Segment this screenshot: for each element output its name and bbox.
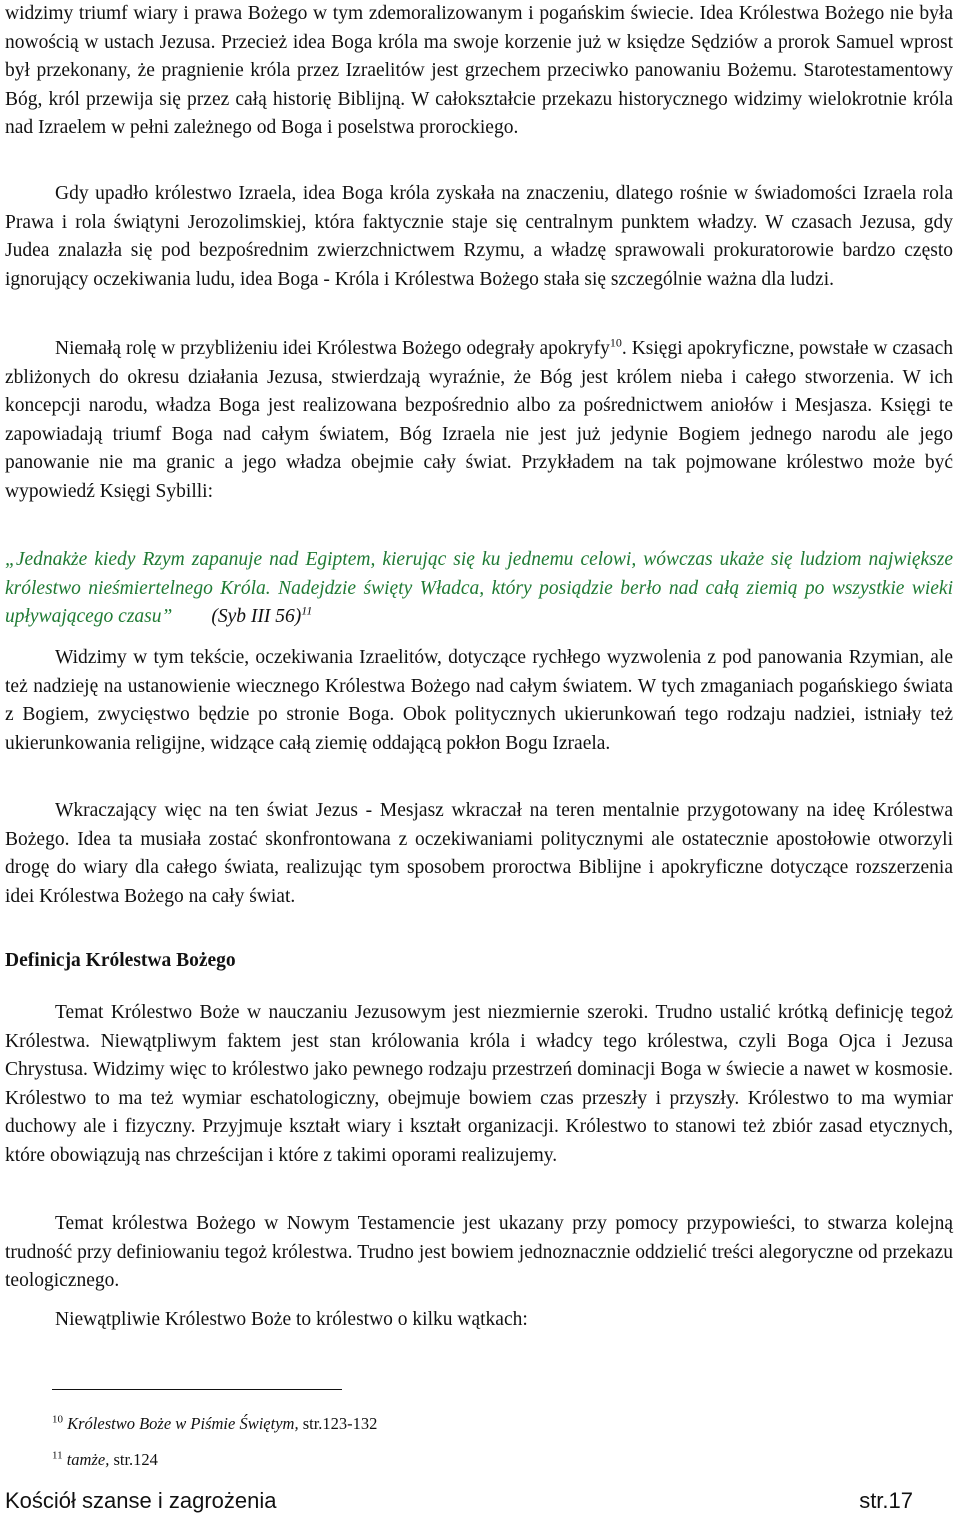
- quote-text-block: [5, 546, 953, 632]
- footnote-ref-11[interactable]: 11: [301, 603, 313, 618]
- footnote-10-pages: str.123-132: [298, 1414, 378, 1433]
- paragraph-3-start: Niemałą rolę w przybliżeniu idei Królestwa Bożego odegrały apokryfy: [55, 338, 610, 359]
- sibyl-quote: [5, 546, 953, 632]
- footnote-10-title: Królestwo Boże w Piśmie Świętym,: [67, 1414, 299, 1433]
- paragraph-6-text: Temat Królestwo Boże w nauczaniu Jezusowym jest niezmiernie szeroki. Trudno ustalić krótką definicję tegoż Królestwa. Niewątpliwym faktem jest stan królowania króla i władcy tego królestwa, czyli Boga Ojca i Jezusa Chrystusa. Widzimy więc to królestwo jako pewnego rodzaju przestrzeń dominacji Boga w świecie a nawet w kosmosie. Królestwo to ma też wymiar eschatologiczny, obejmuje bowiem czas przeszły i przyszły. Królestwo to ma wymiar duchowy ale i fizyczny. Przyjmuje kształt wiary i kształt organizacji. Królestwo to stanowi też zbiór zasad etycznych, które obowiązują nas chrześcijan i które z takimi oporami realizujemy.: [5, 1002, 953, 1166]
- paragraph-7-text: Temat królestwa Bożego w Nowym Testamencie jest ukazany przy pomocy przypowieści, to stwarza kolejną trudność przy definiowaniu tegoż królestwa. Trudno jest bowiem jednoznacznie oddzielić treści alegoryczne od przekazu teologicznego.: [5, 1213, 953, 1291]
- paragraph-3-text: [5, 335, 953, 506]
- footnote-11-number: 11: [52, 1449, 63, 1462]
- page-number: str.17: [859, 1488, 913, 1513]
- footnote-11-title: tamże,: [66, 1450, 110, 1469]
- paragraph-1: [5, 0, 953, 143]
- paragraph-6: [5, 999, 953, 1170]
- paragraph-7: [5, 1210, 953, 1296]
- footnote-10-number: 10: [52, 1413, 63, 1426]
- paragraph-8: [5, 1306, 953, 1335]
- paragraph-1-text: widzimy triumf wiary i prawa Bożego w tym zdemoralizowanym i pogańskim świecie. Idea Królestwa Bożego nie była nowością w ustach Jezusa. Przecież idea Boga króla ma swoje korzenie już w księdze Sędziów a prorok Samuel wprost był przekonany, że pragnienie króla przez Izraelitów jest grzechem przeciwko panowaniu Bożemu. Starotestamentowy Bóg, król przewija się przez całą historię Biblijną. W całokształcie przekazu historycznego widzimy wielokrotnie króla nad Izraelem w pełni zależnego od Boga i poselstwa prorockiego.: [5, 3, 953, 138]
- footnote-divider: [52, 1389, 342, 1390]
- paragraph-8-text: Niewątpliwie Królestwo Boże to królestwo o kilku wątkach:: [55, 1309, 528, 1330]
- footer-title: Kościół szanse i zagrożenia: [5, 1488, 277, 1513]
- paragraph-3-end: . Księgi apokryficzne, powstałe w czasach zbliżonych do okresu działania Jezusa, stwierdzają wyraźnie, że Bóg jest królem nieba i całego stworzenia. W ich koncepcji narodu, władza Boga jest realizowana bezpośrednio albo za pośrednictwem aniołów i Mesjasza. Księgi te zapowiadają triumf Boga nad całym światem, Bóg Izraela nie jest już jedynie Bogiem jednego narodu ale jego panowanie nie ma granic a jego władza obejmie cały świat. Przykładem na tak pojmowane królestwo może być wypowiedź Księgi Sybilli:: [5, 338, 953, 502]
- footnote-11-pages: str.124: [109, 1450, 158, 1469]
- paragraph-2-text: Gdy upadło królestwo Izraela, idea Boga króla zyskała na znaczeniu, dlatego rośnie w świadomości Izraela rola Prawa i rola świątyni Jerozolimskiej, która faktycznie staje się centralnym punktem władzy. W czasach Jezusa, gdy Judea znalazła się pod bezpośrednim zwierzchnictwem Rzymu, a władzę sprawowali prokuratorowie bardzo często ignorujący oczekiwania ludu, idea Boga - Króla i Królestwa Bożego stała się szczególnie ważna dla ludzi.: [5, 183, 953, 290]
- page-footer: [5, 1487, 913, 1515]
- footnote-10: [52, 1413, 377, 1435]
- paragraph-4: [5, 644, 953, 758]
- paragraph-4-text: Widzimy w tym tekście, oczekiwania Izraelitów, dotyczące rychłego wyzwolenia z pod panowania Rzymian, ale też nadzieję na ustanowienie wiecznego Królestwa Bożego nad całym światem. W tych zmaganiach pogańskiego świata z Bogiem, zwycięstwo będzie po stronie Boga. Obok politycznych ukierunkowań tego rodzaju nadziei, istniały też ukierunkowania religijne, widzące całą ziemię oddającą pokłon Bogu Izraela.: [5, 647, 953, 754]
- heading-definicja: Definicja Królestwa Bożego: [5, 950, 236, 971]
- footnote-ref-10[interactable]: 10: [609, 335, 622, 350]
- paragraph-3: [5, 335, 953, 506]
- quote-text: „Jednakże kiedy Rzym zapanuje nad Egiptem, kierując się ku jednemu celowi, wówczas ukaże się ludziom największe królestwo nieśmiertelnego Króla. Nadejdzie święty Władca, który posiądzie berło nad całą ziemią po wszystkie wieki upływającego czasu”: [5, 549, 953, 627]
- paragraph-2: [5, 180, 953, 294]
- section-heading: [5, 947, 953, 976]
- paragraph-5: [5, 797, 953, 911]
- footnote-11: [52, 1449, 158, 1471]
- paragraph-5-text: Wkraczający więc na ten świat Jezus - Mesjasz wkraczał na teren mentalnie przygotowany na ideę Królestwa Bożego. Idea ta musiała zostać skonfrontowana z oczekiwaniami politycznymi ale ostatecznie apostołowie otworzyli drogę do wiary dla całego świata, realizując tym sposobem proroctwa Biblijne i apokryficzne dotyczące rozszerzenia idei Królestwa Bożego na cały świat.: [5, 800, 953, 907]
- quote-source: (Syb III 56): [211, 606, 302, 627]
